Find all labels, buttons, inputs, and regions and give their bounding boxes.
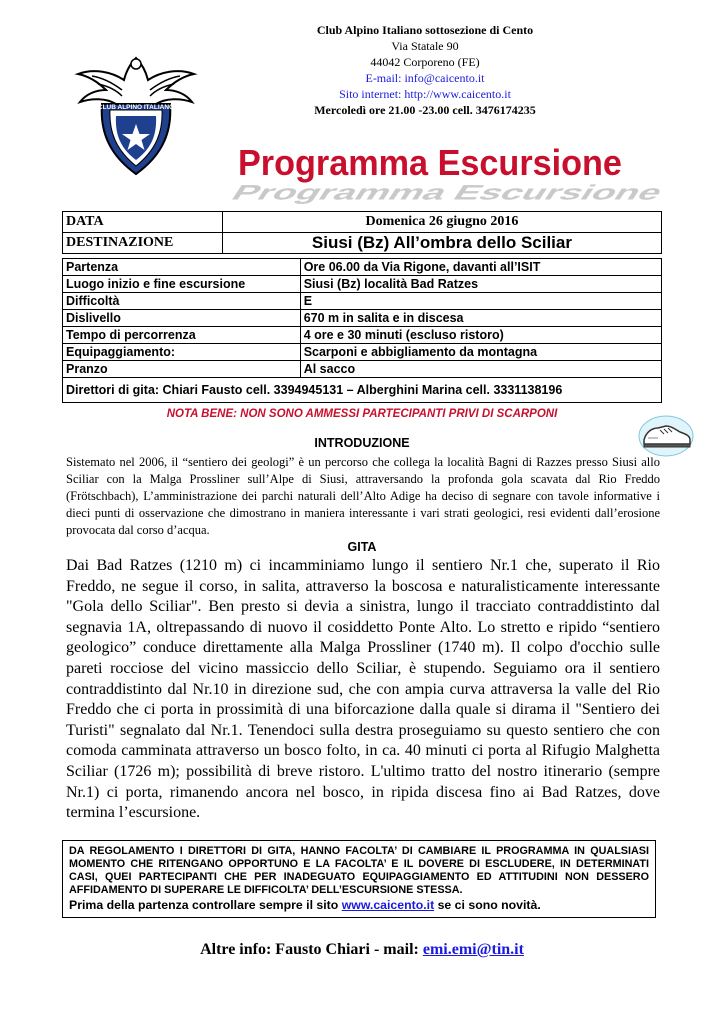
excursion-details-table [62,258,662,403]
caicento-link[interactable]: www.caicento.it [341,898,435,912]
prima-partenza-line [69,897,649,914]
table-row-direttori [63,378,662,403]
prima-post: se ci sono novità. [434,898,541,912]
row-label: Dislivello [63,310,301,327]
row-value: Siusi (Bz) località Bad Ratzes [300,276,661,293]
row-label: Partenza [63,259,301,276]
gita-text: Dai Bad Ratzes (1210 m) ci incamminiamo lungo il sentiero Nr.1 che, superato il Rio Freddo, ne segue il corso, in salita, attraverso la boscosa e naturalisticamente interessante "Gola dello Sciliar". Ben presto si devia a sinistra, lungo il tracciato contraddistinto dal segnavia 1A, oltrepassando di nuovo il cosiddetto Ponte Alto. Lo stretto e ripido “sentiero geologico” conduce direttamente alla Malga Prossliner (1740 m). Il colpo d'occhio sulle pareti rocciose del vicino massiccio dello Sciliar, è stupendo. Seguiamo ora il sentiero contraddistinto dal Nr.10 in direzione sud, che con ampia curva attraversa la valle del Rio Freddo che ci porta in prossimità di una biforcazione dalla quale si dirama il "Sentiero dei Turisti" segnalato dal Nr.1. Tenendoci sulla destra proseguiamo su questo sentiero che con comoda camminata attraverso un bosco folto, in ca. 40 minuti ci porta al Rifugio Malghetta Sciliar (1726 m); possibilità di breve ristoro. L'ultimo tratto del nostro itinerario (sempre Nr.1) ci porta, rimanendo ancora nel bosco, in ripida discesa fino ai Bad Ratzes, dove termina l’escursione. [66,557,660,822]
row-label: Pranzo [63,361,301,378]
club-city: 44042 Corporeno (FE) [370,55,480,69]
intro-title: INTRODUZIONE [314,436,410,450]
row-label: Luogo inizio e fine escursione [63,276,301,293]
destinazione-value: Siusi (Bz) All’ombra dello Sciliar [222,233,661,254]
direttori-text: Direttori di gita: Chiari Fausto cell. 3394945131 – Alberghini Marina cell. 3331138196 [63,378,662,403]
row-value: Scarponi e abbigliamento da montagna [300,344,661,361]
table-row-destinazione [63,233,662,254]
cai-logo [72,50,200,182]
gita-title: GITA [347,540,377,554]
email-link[interactable]: emi.emi@tin.it [422,941,524,958]
row-value: 4 ore e 30 minuti (escluso ristoro) [300,327,661,344]
row-value: E [300,293,661,310]
club-hours: Mercoledì ore 21.00 -23.00 cell. 3476174235 [314,103,536,117]
club-website[interactable]: Sito internet: http://www.caicento.it [339,87,511,101]
nota-bene: NOTA BENE: NON SONO AMMESSI PARTECIPANTI PRIVI DI SCARPONI [166,408,558,420]
table-row [63,259,662,276]
page-banner [220,140,669,205]
table-row [63,310,662,327]
hiking-boot-icon [636,412,694,458]
club-info [260,22,590,118]
row-value: Al sacco [300,361,661,378]
page-title: Programma Escursione [238,142,622,183]
table-row [63,344,662,361]
excursion-info-table [62,211,662,254]
table-row [63,361,662,378]
row-label: Difficoltà [63,293,301,310]
intro-text: Sistemato nel 2006, il “sentiero dei geologi” è un percorso che collega la località Bagni di Razzes presso Siusi allo Sciliar con la Malga Prossliner sull’Alpe di Siusi, attraversando la profonda gola scavata dal Rio Freddo (Frötschbach), L’amministrazione dei parchi naturali dell’Alto Adige ha deciso di segnare con tavole informative i dieci punti di osservazione che dimostrano in maniera interessante i vari strati geologici, resi evidenti dall’erosione provocata dal corso d’acqua. [66,455,660,537]
table-row [63,327,662,344]
altre-pre: Altre info: Fausto Chiari - mail: [200,941,423,958]
club-email[interactable]: E-mail: info@caicento.it [365,71,485,85]
data-label: DATA [63,212,223,233]
row-value: 670 m in salita e in discesa [300,310,661,327]
club-name: Club Alpino Italiano sottosezione di Cento [316,23,534,37]
regolamento-text: DA REGOLAMENTO I DIRETTORI DI GITA, HANNO FACOLTA’ DI CAMBIARE IL PROGRAMMA IN QUALSIASI MOMENTO CHE RITENGANO OPPORTUNO E LA FACOLTA’ E IL DOVERE DI ESCLUDERE, IN DETERMINATI CASI, QUEI PARTECIPANTI CHE PER INADEGUATO EQUIPAGGIAMENTO ED ATTITUDINI NON DESSERO AFFIDAMENTO DI SUPERARE LE DIFFICOLTA’ DELL’ESCURSIONE STESSA. [69,845,649,896]
club-address: Via Statale 90 [391,39,459,53]
destinazione-label: DESTINAZIONE [63,233,223,254]
banner-shadow: Programma Escursione [226,181,669,205]
row-label: Equipaggiamento: [63,344,301,361]
data-value: Domenica 26 giugno 2016 [222,212,661,233]
logo-text: CLUB ALPINO ITALIANO [97,104,175,111]
table-row [63,276,662,293]
prima-pre: Prima della partenza controllare sempre il sito [69,898,342,912]
altre-info [62,941,662,959]
regolamento-box [62,840,656,918]
table-row-data [63,212,662,233]
row-value: Ore 06.00 da Via Rigone, davanti all’ISIT [300,259,661,276]
table-row [63,293,662,310]
row-label: Tempo di percorrenza [63,327,301,344]
